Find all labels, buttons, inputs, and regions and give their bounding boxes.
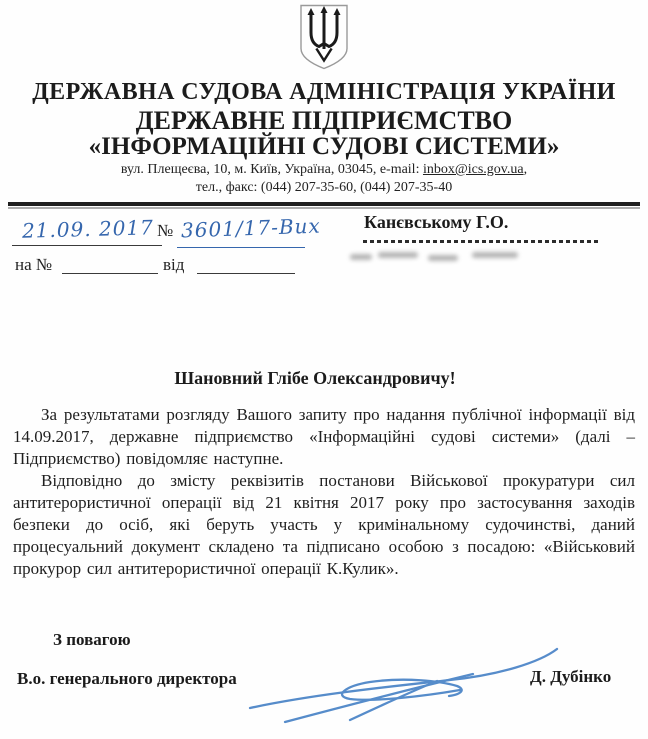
number-underline bbox=[177, 247, 305, 248]
addressee-redacted-address bbox=[348, 250, 563, 266]
handwritten-outgoing-number: 3601/17-Вих bbox=[180, 213, 322, 243]
salutation: Шановний Глібе Олександровичу! bbox=[174, 368, 456, 388]
in-reply-to-label: на № bbox=[15, 255, 53, 274]
in-reply-to-underline bbox=[62, 273, 158, 274]
from-date-label: від bbox=[163, 255, 185, 274]
org-name-line2: ДЕРЖАВНЕ ПІДПРИЄМСТВО bbox=[135, 106, 513, 135]
address-suffix: , bbox=[523, 162, 528, 177]
from-date-underline bbox=[197, 273, 295, 274]
header-rule bbox=[8, 202, 640, 206]
handwritten-signature bbox=[235, 636, 570, 728]
paragraph-1: За результатами розгляду Вашого запиту про надання публічної інформації від 14.09.2017, державне підприємство «Інформаційні судові системи» (далі – Підприємство) повідомляє наступне. bbox=[13, 405, 635, 468]
closing-regards: З повагою bbox=[53, 630, 131, 649]
letter-body bbox=[13, 404, 635, 580]
paragraph-2: Відповідно до змісту реквізитів постанови Військової прокуратури сил антитерористичної операції від 21 квітня 2017 року про застосування заходів безпеки до осіб, які беруть участь у кримінальному судочинстві, даний процесуальний документ складено та підписано особою з посадою: «Військовий прокурор сил антитерористичної операції К.Кулик». bbox=[13, 471, 635, 578]
address-line bbox=[0, 162, 648, 178]
addressee-redaction-dashes bbox=[363, 240, 598, 243]
phone-fax-line: тел., факс: (044) 207-35-60, (044) 207-35-40 bbox=[195, 180, 453, 195]
number-sign: № bbox=[157, 221, 174, 240]
header-rule-shadow bbox=[8, 207, 640, 209]
org-name-line1: ДЕРЖАВНА СУДОВА АДМІНІСТРАЦІЯ УКРАЇНИ bbox=[32, 79, 616, 105]
email-text: inbox@ics.gov.ua bbox=[422, 162, 524, 177]
addressee-name: Канєвському Г.О. bbox=[364, 212, 509, 232]
org-name-line3: «ІНФОРМАЦІЙНІ СУДОВІ СИСТЕМИ» bbox=[88, 133, 560, 160]
ukraine-trident-icon bbox=[297, 3, 351, 71]
date-underline bbox=[12, 245, 162, 246]
address-prefix: вул. Плещеєва, 10, м. Київ, Україна, 03045, e-mail: bbox=[120, 162, 423, 177]
signer-title: В.о. генерального директора bbox=[17, 669, 237, 688]
handwritten-date: 21.09. 2017 bbox=[21, 215, 155, 243]
signer-name: Д. Дубінко bbox=[530, 667, 612, 686]
